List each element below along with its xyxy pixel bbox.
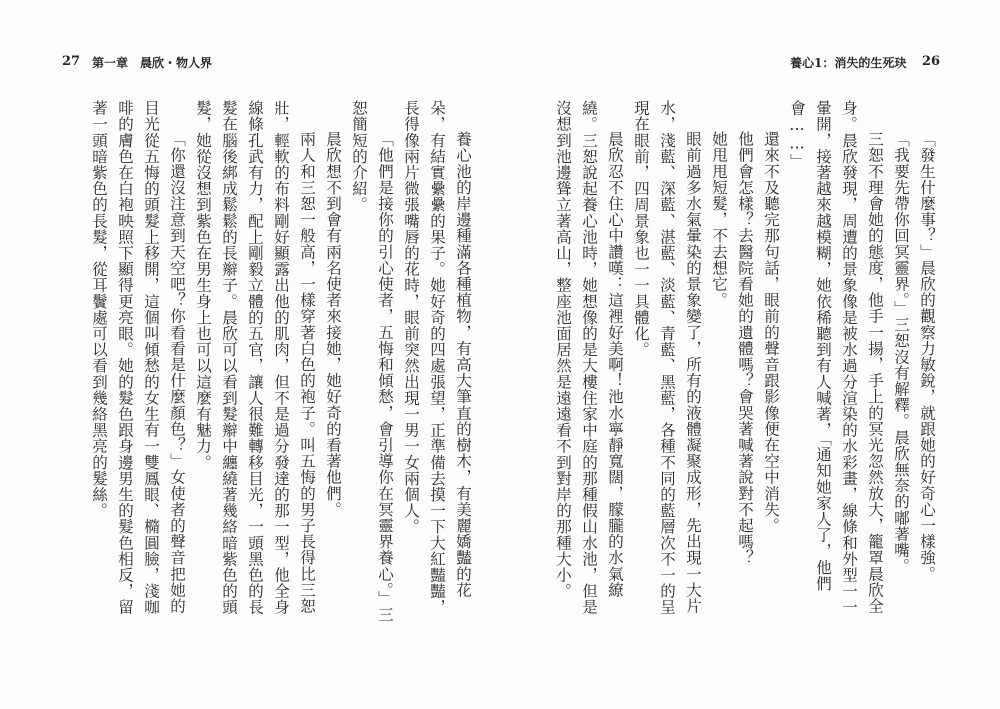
- page-number-left: 27: [62, 54, 81, 69]
- paragraph: 還來不及聽完那句話，眼前的聲音跟影像便在空中消失。: [762, 131, 780, 534]
- paragraph: 「發生什麼事？」晨欣的觀察力敏銳，就跟她的好奇心一樣強。: [918, 131, 936, 582]
- right-page: [500, 0, 1000, 709]
- paragraph: 「我要先帶你回冥靈界。」三恕沒有解釋。晨欣無奈的嘟著嘴。: [892, 131, 910, 575]
- paragraph: 養心池的岸邊種滿各種植物，有高大筆直的樹木，有美麗嬌豔的花朵，有結實纍纍的果子。她好奇的四處張望，正準備去摸一下大紅豔豔，長得像兩片微張嘴唇的花時，眼前突然出現一男一女兩個人。: [402, 100, 472, 616]
- paragraph: 晨欣想不到會有兩名使者來接她，她好奇的看著他們。: [324, 131, 342, 518]
- paragraph: 眼前過多水氣暈染的景象變了，所有的液體凝聚成形，先出現一大片水，淺藍、深藍、湛藍、淡藍、青藍、黑藍，各種不同的藍層次不一的呈現在眼前，四周景象也一一具體化。: [632, 100, 702, 616]
- paragraph: 「你還沒注意到天空吧？你看看是什麼顏色？」女使者的聲音把她的目光從五悔的頭髮上移開，這個叫傾愁的女生有一雙鳳眼、橢圓臉，淺咖啡的膚色在白袍映照下顯得更亮眼。她的髮色跟身邊男生的髮色相反，留著一頭暗紫色的長髮，從耳鬢處可以看到幾絡黑亮的髮絲。: [90, 100, 186, 616]
- running-header-right: 養心1：消失的生死玦: [790, 56, 907, 70]
- paragraph: 他們會怎樣？去醫院看她的遺體嗎？會哭著喊著說對不起嗎？: [736, 131, 754, 566]
- running-header-left: 第一章 晨欣・物人界: [92, 56, 213, 70]
- left-page-body: [56, 100, 476, 630]
- paragraph: 「他們是接你的引心使者，五悔和傾愁，會引導你在冥靈界養心。」三恕簡短的介紹。: [350, 100, 394, 623]
- paragraph: 晨欣忍不住心中讚嘆：這裡好美啊！池水寧靜寬闊，朦朧的水氣繚繞。三恕說起養心池時，她想像的是大樓住家中庭的那種假山水池，但是沒想到池邊聳立著高山，整座池面居然是遠遠看不到對岸的那種大小。: [554, 100, 624, 616]
- paragraph: 三恕不理會她的態度，他手一揚，手上的冥光忽然放大，籠罩晨欣全身。晨欣發現，周遭的景象像是被水過分渲染的水彩畫，線條和外型一一暈開，接著越來越模糊，她依稀聽到有人喊著，「通知她家人了，他們會……」: [788, 100, 884, 616]
- right-page-body: [554, 100, 940, 630]
- paragraph: 她甩甩短髮，不去想它。: [710, 131, 728, 309]
- page-number-right: 26: [922, 54, 941, 69]
- paragraph: 兩人和三恕一般高，一樣穿著白色的袍子。叫五悔的男子長得比三恕壯，輕軟的布料剛好顯露出他的肌肉，但不是過分發達的那一型，他全身線條孔武有力，配上剛毅立體的五官，讓人很難轉移目光，一頭黑色的長髮在腦後綁成鬆鬆的長辮子。晨欣可以看到髮辮中纏繞著幾絡暗紫色的頭髮，她從沒想到紫色在男生身上也可以這麼有魅力。: [194, 100, 316, 616]
